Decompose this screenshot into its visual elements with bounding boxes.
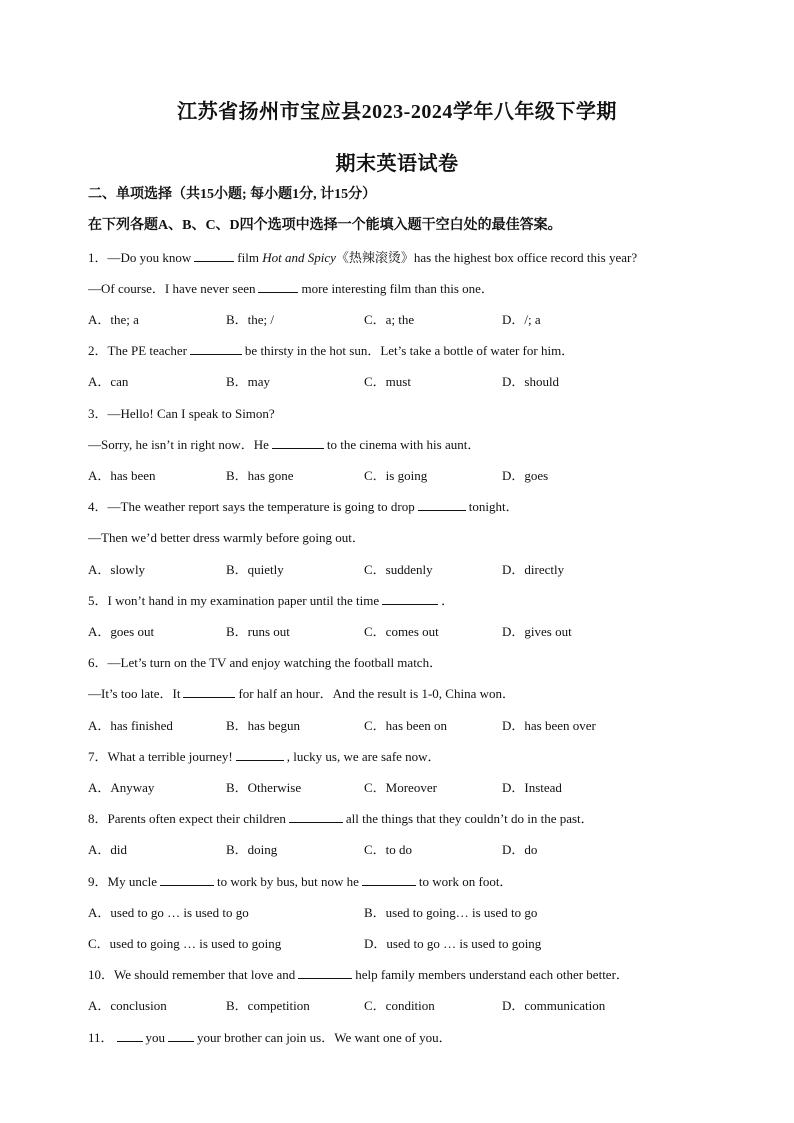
option-a[interactable]: A．Anyway <box>88 780 155 795</box>
option-b[interactable]: B．the; / <box>226 312 275 327</box>
answer-blank <box>362 873 416 886</box>
option-d[interactable]: D．has been over <box>502 718 596 733</box>
option-c[interactable]: C．must <box>364 374 411 389</box>
question-5-stem: 5．I won’t hand in my examination paper until the time ． <box>88 593 455 608</box>
option-c[interactable]: C．used to going … is used to going <box>88 936 282 951</box>
exam-title-line-2: 期末英语试卷 <box>335 153 459 175</box>
question-6-stem: 6．—Let’s turn on the TV and enjoy watching the football match． <box>88 655 443 670</box>
option-d[interactable]: D．do <box>502 842 538 857</box>
answer-blank <box>298 966 352 979</box>
option-b[interactable]: B．may <box>226 374 271 389</box>
option-c[interactable]: C．is going <box>364 468 428 483</box>
answer-blank <box>160 873 214 886</box>
answer-blank <box>168 1029 194 1042</box>
option-d[interactable]: D．communication <box>502 998 606 1013</box>
option-a[interactable]: A．slowly <box>88 562 146 577</box>
answer-blank <box>289 810 343 823</box>
exam-title-line-1: 江苏省扬州市宝应县2023-2024学年八年级下学期 <box>177 101 617 123</box>
question-10-stem: 10．We should remember that love and help family members understand each other better． <box>88 967 629 982</box>
option-a[interactable]: A．did <box>88 842 128 857</box>
option-d[interactable]: D．gives out <box>502 624 572 639</box>
option-c[interactable]: C．has been on <box>364 718 448 733</box>
question-2-stem: 2．The PE teacher be thirsty in the hot sun．Let’s take a bottle of water for him． <box>88 343 575 358</box>
question-3-stem: 3．—Hello! Can I speak to Simon? <box>88 406 275 421</box>
option-b[interactable]: B．used to going… is used to go <box>364 905 538 920</box>
question-4-line-2: —Then we’d better dress warmly before going out． <box>88 530 365 545</box>
option-b[interactable]: B．doing <box>226 842 278 857</box>
answer-blank <box>258 280 298 293</box>
option-b[interactable]: B．Otherwise <box>226 780 302 795</box>
section-heading: 二、单项选择（共15小题; 每小题1分, 计15分） <box>88 187 377 202</box>
answer-blank <box>194 249 234 262</box>
question-8-stem: 8．Parents often expect their children all the things that they couldn’t do in the past． <box>88 811 594 826</box>
answer-blank <box>418 498 466 511</box>
option-c[interactable]: C．comes out <box>364 624 439 639</box>
option-b[interactable]: B．runs out <box>226 624 290 639</box>
answer-blank <box>236 748 284 761</box>
option-b[interactable]: B．competition <box>226 998 310 1013</box>
option-c[interactable]: C．suddenly <box>364 562 433 577</box>
question-11-stem: 11． you your brother can join us．We want one of you． <box>88 1030 452 1045</box>
option-d[interactable]: D．directly <box>502 562 565 577</box>
option-b[interactable]: B．has begun <box>226 718 301 733</box>
option-a[interactable]: A．has finished <box>88 718 173 733</box>
question-1-stem: 1．—Do you know film Hot and Spicy《热辣滚烫》has the highest box office record this year? <box>88 250 638 265</box>
question-9-stem: 9．My uncle to work by bus, but now he to work on foot． <box>88 874 513 889</box>
answer-blank <box>190 342 242 355</box>
option-b[interactable]: B．quietly <box>226 562 284 577</box>
option-d[interactable]: D．/; a <box>502 312 541 327</box>
option-c[interactable]: C．a; the <box>364 312 415 327</box>
option-d[interactable]: D．should <box>502 374 560 389</box>
option-a[interactable]: A．goes out <box>88 624 155 639</box>
question-4-stem: 4．—The weather report says the temperature is going to drop tonight． <box>88 499 519 514</box>
question-6-line-2: —It’s too late．It for half an hour．And the result is 1-0, China won． <box>88 686 515 701</box>
option-c[interactable]: C．to do <box>364 842 413 857</box>
option-a[interactable]: A．used to go … is used to go <box>88 905 249 920</box>
question-3-line-2: —Sorry, he isn’t in right now．He to the cinema with his aunt． <box>88 437 481 452</box>
option-c[interactable]: C．condition <box>364 998 435 1013</box>
question-7-stem: 7．What a terrible journey! , lucky us, we are safe now． <box>88 749 441 764</box>
answer-blank <box>272 436 324 449</box>
option-d[interactable]: D．goes <box>502 468 549 483</box>
option-c[interactable]: C．Moreover <box>364 780 437 795</box>
option-a[interactable]: A．conclusion <box>88 998 167 1013</box>
answer-blank <box>117 1029 143 1042</box>
option-a[interactable]: A．the; a <box>88 312 139 327</box>
option-d[interactable]: D．used to go … is used to going <box>364 936 542 951</box>
answer-blank <box>183 685 235 698</box>
option-d[interactable]: D．Instead <box>502 780 562 795</box>
answer-blank <box>382 592 438 605</box>
section-instruction: 在下列各题A、B、C、D四个选项中选择一个能填入题干空白处的最佳答案。 <box>88 218 562 233</box>
option-a[interactable]: A．can <box>88 374 129 389</box>
question-1-line-2: —Of course．I have never seen more interesting film than this one． <box>88 281 494 296</box>
option-a[interactable]: A．has been <box>88 468 156 483</box>
option-b[interactable]: B．has gone <box>226 468 294 483</box>
